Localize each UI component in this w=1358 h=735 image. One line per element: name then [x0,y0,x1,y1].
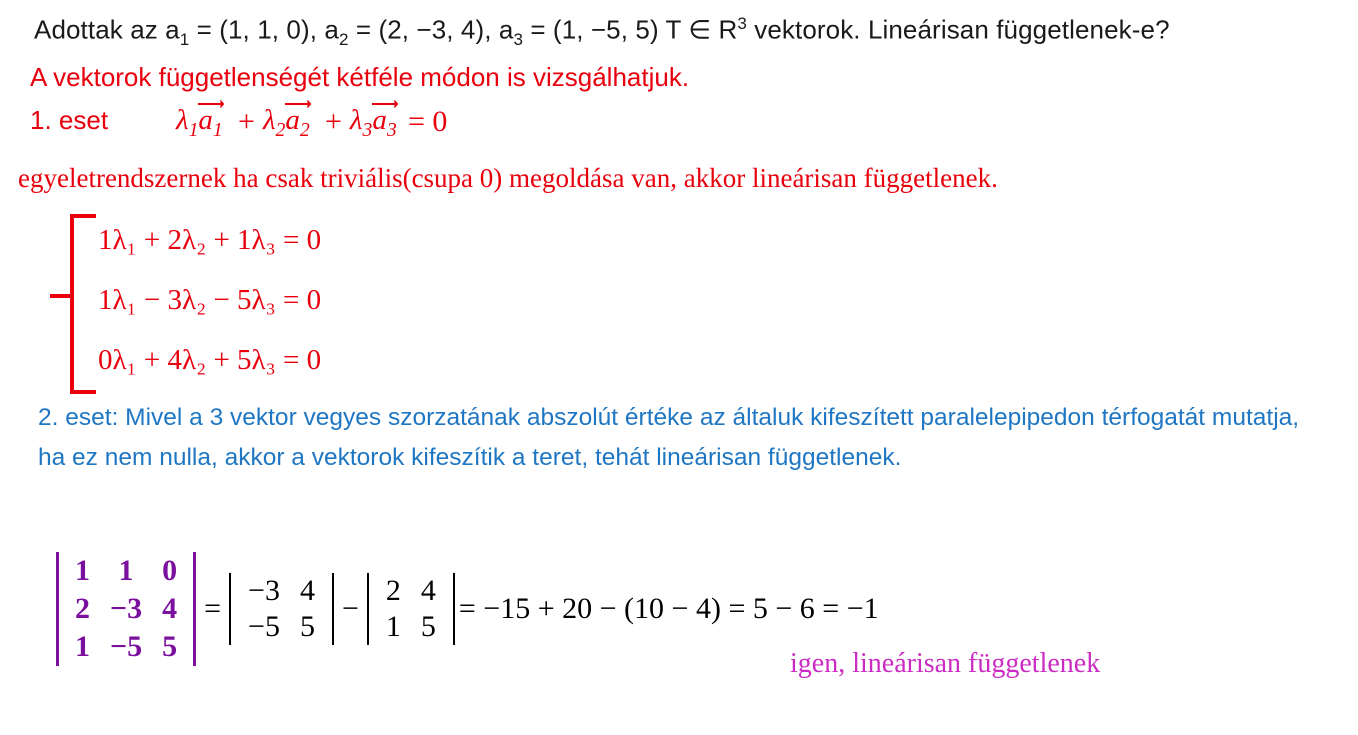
vector-a1-arrow-group [198,102,222,142]
vector-linear-combination-equation [176,102,447,142]
table-row [65,590,187,628]
minor-2-table [376,573,446,645]
det-cell-r3c2: −5 [110,630,143,663]
conclusion-text: igen, lineárisan függetlenek [790,648,1101,679]
vector-a1-symbol: a [198,104,213,136]
r-exponent: 3 [737,14,747,33]
lambda-2-index: 2 [275,118,286,141]
system-bracket [70,214,96,394]
vector-a3-index: 3 [386,118,397,141]
vector-a1-value: = (1, 1, 0), a [189,14,339,45]
plus-sign-2: + [324,105,342,139]
vector-a3-subscript: 3 [513,29,523,49]
lambda-3: λ [349,104,363,136]
table-row [238,573,325,609]
lambda-3-index: 3 [362,118,373,141]
determinant-3x3 [56,552,196,666]
plus-sign-1: + [238,105,255,139]
vector-a3-value: = (1, −5, 5) T ∈ R [523,14,738,45]
minor2-cell-r2c2: 5 [420,610,436,643]
system-rows [98,210,321,390]
table-row [376,573,446,609]
table-row [65,552,187,590]
det-cell-r2c2: −3 [110,592,143,625]
det-cell-r1c3: 0 [162,554,178,587]
equals-sign-1: = [204,592,222,625]
det-cell-r3c1: 1 [75,630,90,663]
equals-zero: = 0 [407,105,448,139]
minor2-cell-r1c2: 4 [420,574,436,607]
minor1-cell-r2c1: −5 [248,610,280,643]
vector-a3-arrow-group [372,102,396,142]
equation-system [70,210,321,390]
vector-a2-index: 2 [299,118,310,141]
det-cell-r2c3: 4 [162,592,178,625]
red-condition-text: egyeletrendszernek ha csak triviális(csupa 0) megoldása van, akkor lineárisan függetlenek. [18,163,998,193]
table-row [65,628,187,666]
vector-a2-arrow-group [285,102,309,142]
minor-determinant-1 [229,573,334,645]
problem-statement [34,14,1170,50]
determinant-result: = −15 + 20 − (10 − 4) = 5 − 6 = −1 [458,592,879,625]
minor-1-table [238,573,325,645]
case-2-paragraph: 2. eset: Mivel a 3 vektor vegyes szorzatának abszolút értéke az általuk kifeszített paralelepipedon térfogatát mutatja, ha ez nem nulla, akkor a vektorok kifeszítik a teret, tehát lineárisan függetlenek. [38,404,1300,471]
vector-a2-symbol: a [285,104,300,136]
table-row [238,609,325,645]
minor1-cell-r1c2: 4 [299,574,315,607]
minor1-cell-r1c1: −3 [248,574,280,607]
problem-prefix: Adottak az a [34,14,180,45]
red-intro-text: A vektorok függetlenségét kétféle módon is vizsgálhatjuk. [30,62,690,92]
equation-row-1: 1λ₁ + 2λ₂ + 1λ₃ = 0 [98,224,322,256]
minor2-cell-r2c1: 1 [385,610,401,643]
minus-sign: − [341,592,359,625]
det-cell-r3c3: 5 [162,630,178,663]
case-1-label: 1. eset [30,105,109,135]
det-cell-r1c1: 1 [75,554,90,587]
equation-row-2: 1λ₁ − 3λ₂ − 5λ₃ = 0 [98,284,322,316]
det-cell-r1c2: 1 [118,554,134,587]
vector-a1-index: 1 [212,118,223,141]
system-brace-tick [50,294,72,298]
minor-determinant-2 [367,573,455,645]
vector-a3-symbol: a [372,104,387,136]
lambda-1-index: 1 [188,118,199,141]
vector-a1-subscript: 1 [179,29,190,49]
vector-a2-subscript: 2 [338,29,349,49]
lambda-1: λ [176,104,189,136]
vector-a2-value: = (2, −3, 4), a [348,14,514,45]
determinant-computation [56,552,879,666]
table-row [376,609,446,645]
determinant-3x3-table [65,552,187,666]
minor1-cell-r2c2: 5 [299,610,315,643]
lambda-2: λ [262,104,276,136]
problem-suffix: vektorok. Lineárisan függetlenek-e? [746,14,1170,45]
det-cell-r2c1: 2 [75,592,90,625]
minor2-cell-r1c1: 2 [385,574,401,607]
equation-row-3: 0λ₁ + 4λ₂ + 5λ₃ = 0 [98,344,322,376]
